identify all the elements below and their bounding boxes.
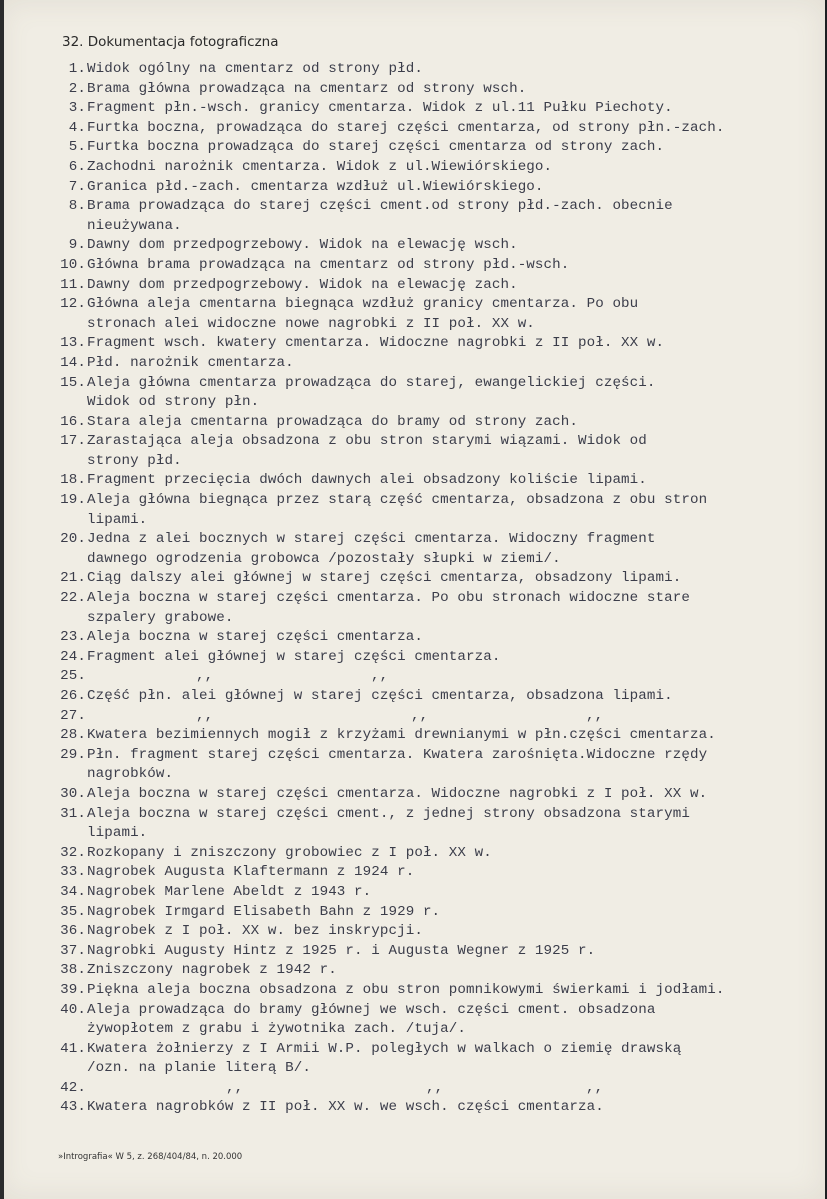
item-text: Nagrobek Augusta Klaftermann z 1924 r. [87, 864, 415, 881]
item-text: Fragment alei głównej w starej części cmentarza. [87, 648, 501, 665]
ditto-mark: ,, [586, 707, 604, 724]
item-text: lipami. [87, 511, 148, 528]
list-item [46, 589, 821, 609]
item-number: 11. [60, 276, 86, 293]
item-number: 14. [60, 354, 86, 371]
item-number: 17. [60, 433, 86, 450]
list-item [46, 374, 821, 394]
item-text: Jedna z alei bocznych w starej części cmentarza. Widoczny fragment [87, 531, 656, 548]
list-item-continuation [46, 1020, 821, 1040]
item-text: Fragment wsch. kwatery cmentarza. Widoczne nagrobki z II poł. XX w. [87, 335, 665, 352]
item-text: stronach alei widoczne nowe nagrobki z II poł. XX w. [87, 315, 535, 332]
item-number: 34. [60, 883, 86, 900]
list-item [46, 432, 821, 452]
item-text: Piękna aleja boczna obsadzona z obu stron pomnikowymi świerkami i jodłami. [87, 981, 725, 998]
list-item [46, 687, 821, 707]
list-item-continuation [46, 1059, 821, 1079]
list-item [46, 942, 821, 962]
section-title: 32. Dokumentacja fotograficzna [62, 34, 279, 50]
list-item [46, 903, 821, 923]
list-item [46, 961, 821, 981]
item-number: 15. [60, 374, 86, 391]
item-number: 41. [60, 1040, 86, 1057]
ditto-mark: ,, [411, 707, 429, 724]
item-number: 19. [60, 492, 86, 509]
item-number: 6. [68, 158, 86, 175]
item-number: 12. [60, 296, 86, 313]
list-item [46, 256, 821, 276]
item-text: Widok od strony płn. [87, 394, 260, 411]
list-item [46, 1040, 821, 1060]
item-text: Aleja główna cmentarza prowadząca do starej, ewangelickiej części. [87, 374, 656, 391]
list-item [46, 491, 821, 511]
list-item [46, 138, 821, 158]
list-item [46, 746, 821, 766]
list-item-continuation [46, 452, 821, 472]
list-item [46, 119, 821, 139]
item-number: 29. [60, 746, 86, 763]
list-item [46, 354, 821, 374]
item-text: Brama główna prowadząca na cmentarz od strony wsch. [87, 80, 527, 97]
item-text: Zniszczony nagrobek z 1942 r. [87, 962, 337, 979]
item-text: Kwatera nagrobków z II poł. XX w. we wsch. części cmentarza. [87, 1099, 604, 1116]
item-text: Aleja prowadząca do bramy głównej we wsch. części cment. obsadzona [87, 1001, 656, 1018]
list-item [46, 805, 821, 825]
item-text: Dawny dom przedpogrzebowy. Widok na elewację wsch. [87, 237, 518, 254]
list-item-continuation [46, 550, 821, 570]
list-item [46, 785, 821, 805]
item-text: szpalery grabowe. [87, 609, 234, 626]
ditto-mark: ,, [196, 668, 214, 685]
item-number: 9. [68, 237, 86, 254]
item-number: 16. [60, 413, 86, 430]
item-number: 22. [60, 590, 86, 607]
list-item [46, 80, 821, 100]
item-text: Brama prowadząca do starej części cment.od strony płd.-zach. obecnie [87, 198, 673, 215]
item-number: 27. [60, 707, 86, 724]
ditto-mark: ,, [371, 668, 389, 685]
item-number: 7. [68, 178, 86, 195]
list-item [46, 295, 821, 315]
item-number: 32. [60, 844, 86, 861]
item-text: Płd. narożnik cmentarza. [87, 354, 294, 371]
list-item [46, 1001, 821, 1021]
list-item [46, 922, 821, 942]
item-text: nagrobków. [87, 766, 174, 783]
item-text: Kwatera bezimiennych mogił z krzyżami drewnianymi w płn.części cmentarza. [87, 727, 716, 744]
item-number: 28. [60, 727, 86, 744]
item-text: Kwatera żołnierzy z I Armii W.P. poległych w walkach o ziemię drawską [87, 1040, 682, 1057]
item-text: Płn. fragment starej części cmentarza. Kwatera zarośnięta.Widoczne rzędy [87, 746, 708, 763]
item-text: Aleja boczna w starej części cmentarza. [87, 629, 423, 646]
item-number: 37. [60, 942, 86, 959]
list-item-continuation [46, 393, 821, 413]
item-number: 13. [60, 335, 86, 352]
item-text: Główna aleja cmentarna biegnąca wzdłuż granicy cmentarza. Po obu [87, 296, 639, 313]
list-item [46, 334, 821, 354]
list-item [46, 413, 821, 433]
item-text: nieużywana. [87, 217, 182, 234]
list-item-continuation [46, 609, 821, 629]
item-number: 25. [60, 668, 86, 685]
item-text: Nagrobek z I poł. XX w. bez inskrypcji. [87, 923, 423, 940]
binding-edge [0, 0, 4, 1199]
item-text: Zarastająca aleja obsadzona z obu stron starymi wiązami. Widok od [87, 433, 647, 450]
list-item-continuation [46, 765, 821, 785]
list-item-continuation [46, 217, 821, 237]
item-number: 36. [60, 923, 86, 940]
photo-documentation-list [46, 60, 821, 1118]
list-item [46, 1079, 821, 1099]
list-item-continuation [46, 511, 821, 531]
item-text: Widok ogólny na cmentarz od strony płd. [87, 61, 423, 77]
item-text: /ozn. na planie literą B/. [87, 1060, 311, 1077]
list-item [46, 60, 821, 80]
item-number: 42. [60, 1079, 86, 1096]
item-text: Dawny dom przedpogrzebowy. Widok na elewację zach. [87, 276, 518, 293]
list-item [46, 276, 821, 296]
list-item [46, 726, 821, 746]
item-text: lipami. [87, 825, 148, 842]
list-item [46, 236, 821, 256]
item-number: 33. [60, 864, 86, 881]
item-text: Fragment płn.-wsch. granicy cmentarza. Widok z ul.11 Pułku Piechoty. [87, 100, 673, 117]
item-text: Zachodni narożnik cmentarza. Widok z ul.Wiewiórskiego. [87, 158, 553, 175]
item-number: 8. [68, 198, 86, 215]
item-number: 20. [60, 531, 86, 548]
item-text: Ciąg dalszy alei głównej w starej części cmentarza, obsadzony lipami. [87, 570, 682, 587]
print-footer: »Intrografia« W 5, z. 268/404/84, n. 20.000 [58, 1152, 243, 1162]
item-text: Aleja boczna w starej części cment., z jednej strony obsadzona starymi [87, 805, 690, 822]
item-number: 10. [60, 256, 86, 273]
item-number: 26. [60, 688, 86, 704]
list-item [46, 569, 821, 589]
item-text: Aleja główna biegnąca przez starą część cmentarza, obsadzona z obu stron [87, 492, 708, 509]
item-number: 18. [60, 472, 86, 489]
list-item [46, 883, 821, 903]
list-item [46, 667, 821, 687]
item-number: 39. [60, 981, 86, 998]
item-number: 38. [60, 962, 86, 979]
item-text: Aleja boczna w starej części cmentarza. Po obu stronach widoczne stare [87, 590, 690, 607]
list-item [46, 1098, 821, 1118]
list-item [46, 178, 821, 198]
list-item [46, 844, 821, 864]
item-text: dawnego ogrodzenia grobowca /pozostały słupki w ziemi/. [87, 550, 561, 567]
item-text: Nagrobek Irmgard Elisabeth Bahn z 1929 r. [87, 903, 441, 920]
list-item-continuation [46, 315, 821, 335]
item-number: 24. [60, 648, 86, 665]
ditto-mark: ,, [426, 1079, 444, 1096]
list-item [46, 530, 821, 550]
item-text: Rozkopany i zniszczony grobowiec z I poł. XX w. [87, 844, 492, 861]
item-number: 2. [68, 80, 86, 97]
item-text: żywopłotem z grabu i żywotnika zach. /tuja/. [87, 1021, 467, 1038]
item-number: 23. [60, 629, 86, 646]
item-number: 3. [68, 100, 86, 117]
item-text: Fragment przecięcia dwóch dawnych alei obsadzony koliście lipami. [87, 472, 647, 489]
item-text: Aleja boczna w starej części cmentarza. Widoczne nagrobki z I poł. XX w. [87, 785, 708, 802]
item-number: 30. [60, 785, 86, 802]
item-number: 5. [68, 139, 86, 156]
list-item [46, 158, 821, 178]
item-text: strony płd. [87, 452, 182, 469]
list-item [46, 707, 821, 727]
list-item [46, 863, 821, 883]
list-item [46, 197, 821, 217]
item-text: Stara aleja cmentarna prowadząca do bramy od strony zach. [87, 413, 578, 430]
list-item-continuation [46, 824, 821, 844]
item-number: 21. [60, 570, 86, 587]
ditto-mark: ,, [226, 1079, 244, 1096]
item-text: Część płn. alei głównej w starej części cmentarza, obsadzona lipami. [87, 688, 673, 704]
item-text: Nagrobek Marlene Abeldt z 1943 r. [87, 883, 372, 900]
ditto-mark: ,, [196, 707, 214, 724]
list-item [46, 981, 821, 1001]
item-number: 40. [60, 1001, 86, 1018]
item-text: Główna brama prowadząca na cmentarz od strony płd.-wsch. [87, 256, 570, 273]
item-text: Granica płd.-zach. cmentarza wzdłuż ul.Wiewiórskiego. [87, 178, 544, 195]
ditto-mark: ,, [586, 1079, 604, 1096]
list-item [46, 99, 821, 119]
item-text: Furtka boczna, prowadząca do starej części cmentarza, od strony płn.-zach. [87, 119, 725, 136]
list-item [46, 628, 821, 648]
list-item [46, 471, 821, 491]
item-text: Furtka boczna prowadząca do starej części cmentarza od strony zach. [87, 139, 665, 156]
item-number: 31. [60, 805, 86, 822]
item-number: 35. [60, 903, 86, 920]
item-number: 43. [60, 1099, 86, 1116]
item-number: 1. [68, 61, 86, 77]
list-item [46, 648, 821, 668]
item-text: Nagrobki Augusty Hintz z 1925 r. i Augusta Wegner z 1925 r. [87, 942, 596, 959]
item-number: 4. [68, 119, 86, 136]
